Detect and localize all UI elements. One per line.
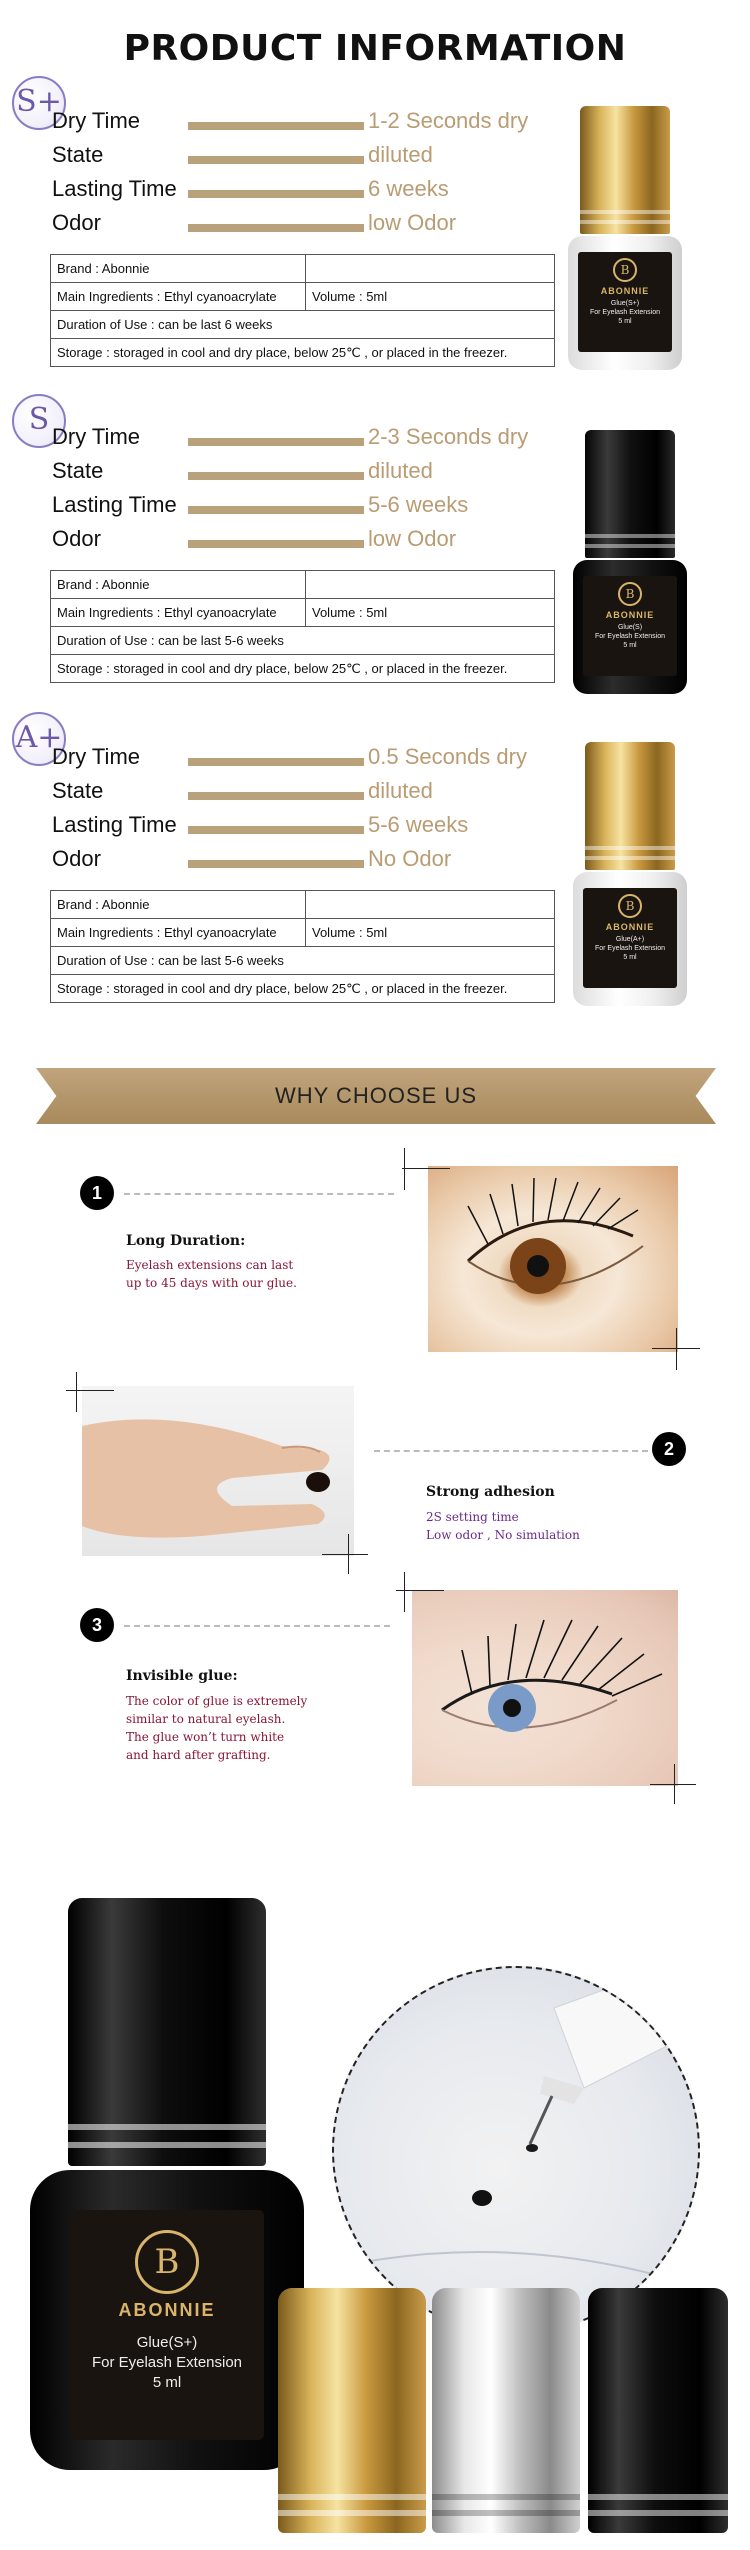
feature-number-badge: 2 (652, 1432, 686, 1466)
spec-row-state (52, 142, 572, 174)
table-cell-duration: Duration of Use : can be last 5-6 weeks (51, 627, 555, 655)
spec-value: 5-6 weeks (368, 492, 469, 517)
crop-mark (322, 1554, 368, 1555)
table-cell-empty (306, 891, 555, 919)
bottle-brand: ABONNIE (605, 610, 655, 620)
feature-title: Invisible glue: (126, 1668, 238, 1684)
large-bottle-cap (68, 1898, 266, 2166)
table-cell-empty (306, 571, 555, 599)
table-cell-ingredients: Main Ingredients : Ethyl cyanoacrylate (51, 919, 306, 947)
spec-label: Odor (52, 846, 101, 871)
spec-bar (188, 156, 364, 164)
crop-mark (674, 1764, 675, 1804)
spec-row-odor (52, 210, 572, 242)
crop-mark (676, 1328, 677, 1370)
table-cell-brand: Brand : Abonnie (51, 891, 306, 919)
feature-description-line: Low odor , No simulation (426, 1528, 580, 1542)
black-cap (588, 2288, 728, 2533)
bottle-line: For Eyelash Extension (589, 309, 661, 316)
spec-bar (188, 122, 364, 130)
why-choose-us-title: WHY CHOOSE US (274, 1083, 478, 1108)
feature-description-line: 2S setting time (426, 1510, 519, 1524)
bottle-line: For Eyelash Extension (594, 945, 666, 952)
product-section-a-plus (0, 712, 750, 1032)
product-bottle-image (565, 430, 695, 700)
crop-mark (76, 1372, 77, 1412)
glue-drop-illustration (334, 1968, 700, 2334)
bottle-label (583, 888, 677, 988)
dashed-connector (374, 1450, 648, 1452)
spec-row-lasting-time (52, 176, 572, 208)
spec-row-odor (52, 526, 572, 558)
spec-bar (188, 860, 364, 868)
spec-value: low Odor (368, 210, 457, 235)
crop-mark (404, 1148, 405, 1190)
table-cell-duration: Duration of Use : can be last 5-6 weeks (51, 947, 555, 975)
spec-bar (188, 826, 364, 834)
spec-value: 1-2 Seconds dry (368, 108, 529, 133)
page-title: PRODUCT INFORMATION (123, 28, 627, 69)
bottle-line: 5 ml (623, 642, 637, 649)
spec-value: diluted (368, 458, 433, 483)
spec-row-state (52, 778, 572, 810)
spec-row-state (52, 458, 572, 490)
blue-eye-lashes-photo (412, 1590, 678, 1786)
silver-cap (432, 2288, 580, 2533)
spec-label: State (52, 458, 104, 483)
bottle-line: For Eyelash Extension (594, 633, 666, 640)
brand-logo-icon: B (135, 2230, 199, 2294)
bottle-line: Glue(S+) (610, 300, 640, 307)
brand-logo-icon: B (618, 582, 642, 606)
spec-bar (188, 792, 364, 800)
table-cell-volume: Volume : 5ml (306, 283, 555, 311)
table-cell-ingredients: Main Ingredients : Ethyl cyanoacrylate (51, 599, 306, 627)
spec-row-lasting-time (52, 492, 572, 524)
bottle-brand: ABONNIE (600, 286, 650, 296)
finger-illustration (82, 1386, 354, 1556)
table-cell-storage: Storage : storaged in cool and dry place, below 25℃ , or placed in the freezer. (51, 655, 555, 683)
spec-bar (188, 438, 364, 446)
eye-lashes-photo (428, 1166, 678, 1352)
product-badge: A+ (12, 712, 66, 766)
crop-mark (650, 1784, 696, 1785)
feature-description-line: The color of glue is extremely (126, 1694, 308, 1708)
product-section-s-plus (0, 76, 750, 396)
bottle-line: 5 ml (623, 954, 637, 961)
bottle-label (578, 252, 672, 352)
bottle-line: Glue(S) (617, 624, 643, 631)
table-cell-volume: Volume : 5ml (306, 599, 555, 627)
feature-description-line: Eyelash extensions can last (126, 1258, 294, 1272)
crop-mark (66, 1390, 114, 1391)
spec-label: Odor (52, 526, 101, 551)
spec-bar (188, 506, 364, 514)
table-cell-brand: Brand : Abonnie (51, 255, 306, 283)
spec-bar (188, 758, 364, 766)
spec-row-dry-time (52, 108, 572, 140)
feature-title: Long Duration: (126, 1233, 246, 1249)
eye-illustration (412, 1590, 678, 1786)
spec-value: 0.5 Seconds dry (368, 744, 527, 769)
spec-label: Dry Time (52, 424, 140, 449)
product-bottle-image (565, 742, 695, 1012)
table-cell-ingredients: Main Ingredients : Ethyl cyanoacrylate (51, 283, 306, 311)
feature-description-line: similar to natural eyelash. (126, 1712, 286, 1726)
product-bottle-image (560, 106, 690, 376)
feature-description-line: up to 45 days with our glue. (126, 1276, 297, 1290)
feature-description (426, 1508, 580, 1544)
product-badge: S+ (12, 76, 66, 130)
spec-label: Odor (52, 210, 101, 235)
spec-label: Lasting Time (52, 812, 177, 837)
spec-value: 5-6 weeks (368, 812, 469, 837)
spec-value: diluted (368, 778, 433, 803)
spec-row-odor (52, 846, 572, 878)
spec-label: State (52, 142, 104, 167)
spec-label: Dry Time (52, 108, 140, 133)
product-section-s (0, 394, 750, 714)
bottle-line: 5 ml (618, 318, 632, 325)
spec-value: low Odor (368, 526, 457, 551)
brand-logo-icon: B (613, 258, 637, 282)
brand-logo-icon: B (618, 894, 642, 918)
crop-mark (404, 1572, 405, 1612)
table-cell-brand: Brand : Abonnie (51, 571, 306, 599)
feature-number-badge: 3 (80, 1608, 114, 1642)
finger-glue-photo (82, 1386, 354, 1556)
bottle-cap (585, 742, 675, 870)
bottle-line: 5 ml (152, 2374, 182, 2391)
large-bottle-label (70, 2210, 264, 2440)
feature-number-badge: 1 (80, 1176, 114, 1210)
table-cell-storage: Storage : storaged in cool and dry place, below 25℃ , or placed in the freezer. (51, 975, 555, 1003)
spec-value: 2-3 Seconds dry (368, 424, 529, 449)
spec-bar (188, 190, 364, 198)
crop-mark (402, 1168, 450, 1169)
table-cell-duration: Duration of Use : can be last 6 weeks (51, 311, 555, 339)
crop-mark (348, 1534, 349, 1574)
feature-description-line: and hard after grafting. (126, 1748, 271, 1762)
spec-value: diluted (368, 142, 433, 167)
table-cell-volume: Volume : 5ml (306, 919, 555, 947)
bottle-label (583, 576, 677, 676)
bottle-brand: ABONNIE (118, 2300, 216, 2320)
bottle-line: Glue(S+) (136, 2334, 198, 2351)
spec-label: Lasting Time (52, 176, 177, 201)
spec-bar (188, 472, 364, 480)
info-table (50, 570, 555, 683)
feature-description (126, 1692, 307, 1764)
bottle-cap (580, 106, 670, 234)
spec-row-dry-time (52, 424, 572, 456)
feature-title: Strong adhesion (426, 1484, 555, 1500)
dashed-connector (124, 1625, 390, 1627)
dashed-connector (124, 1193, 394, 1195)
gold-cap (278, 2288, 426, 2533)
table-cell-storage: Storage : storaged in cool and dry place, below 25℃ , or placed in the freezer. (51, 339, 555, 367)
feature-description (126, 1256, 297, 1292)
spec-row-dry-time (52, 744, 572, 776)
spec-label: State (52, 778, 104, 803)
spec-label: Dry Time (52, 744, 140, 769)
bottle-line: Glue(A+) (615, 936, 645, 943)
bottle-line: For Eyelash Extension (91, 2354, 243, 2371)
spec-label: Lasting Time (52, 492, 177, 517)
spec-value: No Odor (368, 846, 452, 871)
table-cell-empty (306, 255, 555, 283)
bottle-cap (585, 430, 675, 558)
glue-drop-closeup (332, 1966, 700, 2334)
spec-bar (188, 540, 364, 548)
spec-bar (188, 224, 364, 232)
product-badge: S (12, 394, 66, 448)
info-table (50, 254, 555, 367)
spec-value: 6 weeks (368, 176, 449, 201)
bottle-brand: ABONNIE (605, 922, 655, 932)
eye-illustration (428, 1166, 678, 1352)
info-table (50, 890, 555, 1003)
feature-description-line: The glue won’t turn white (126, 1730, 285, 1744)
spec-row-lasting-time (52, 812, 572, 844)
